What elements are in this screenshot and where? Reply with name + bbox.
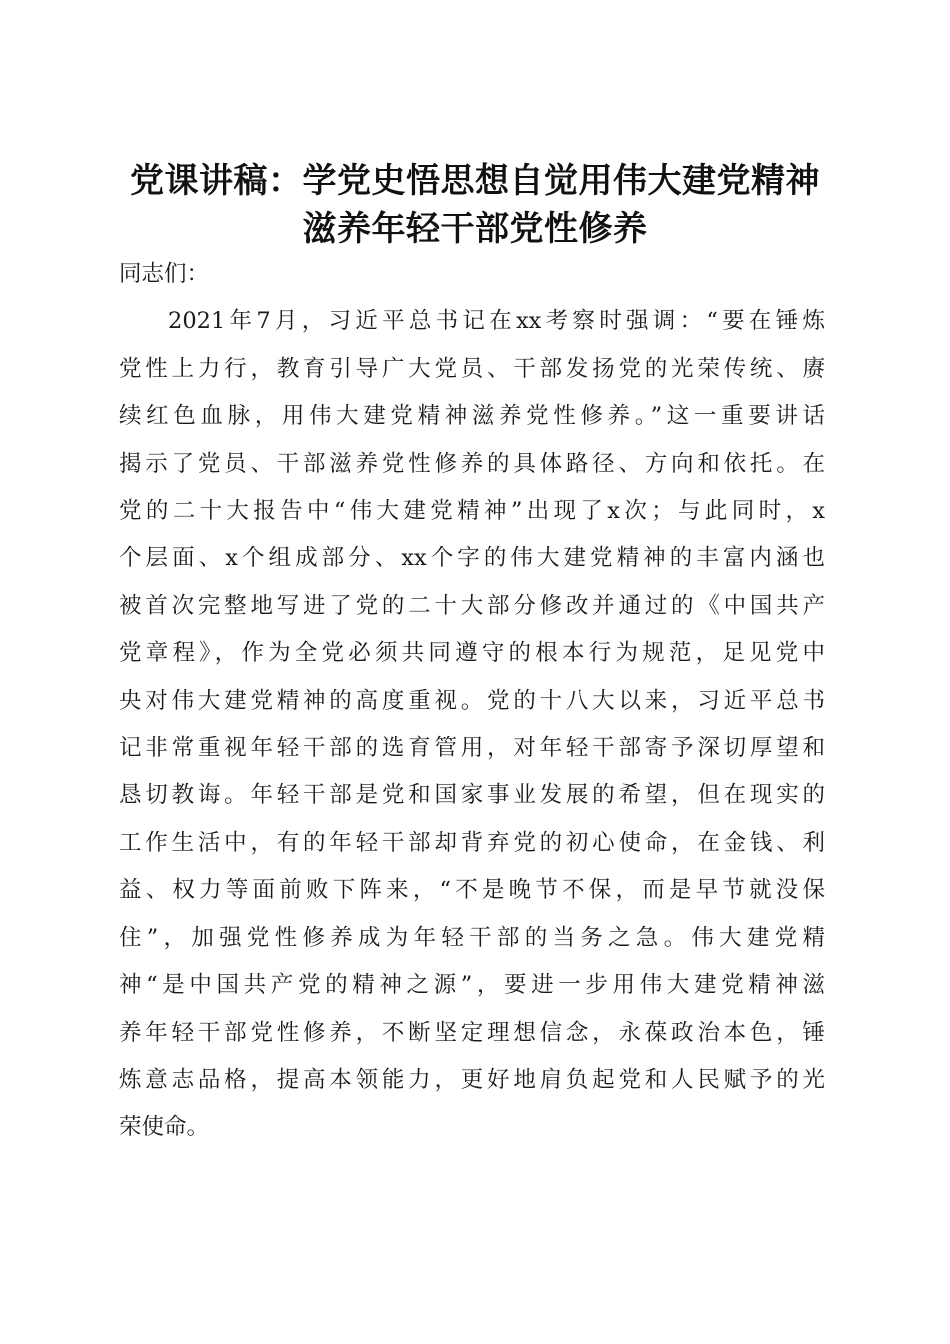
- paragraph-line: 党章程》，作为全党必须共同遵守的根本行为规范，足见党中: [119, 640, 825, 667]
- document-title: [100, 157, 850, 253]
- title-line-1: 党课讲稿：学党史悟思想自觉用伟大建党精神: [130, 160, 820, 201]
- paragraph-line: 养年轻干部党性修养，不断坚定理想信念，永葆政治本色，锤: [119, 1019, 825, 1046]
- paragraph-line: 荣使命。: [119, 1114, 210, 1141]
- paragraph-line: 工作生活中，有的年轻干部却背弃党的初心使命，在金钱、利: [119, 829, 825, 856]
- paragraph-line: 党的二十大报告中“伟大建党精神”出现了x次；与此同时，x: [119, 498, 825, 525]
- paragraph-line: 恳切教诲。年轻干部是党和国家事业发展的希望，但在现实的: [119, 782, 825, 809]
- paragraph-line: 住”，加强党性修养成为年轻干部的当务之急。伟大建党精: [119, 924, 825, 951]
- body-paragraph: [119, 298, 825, 1151]
- salutation: 同志们：: [119, 261, 210, 287]
- paragraph-line: 揭示了党员、干部滋养党性修养的具体路径、方向和依托。在: [119, 450, 825, 477]
- paragraph-line: 个层面、x个组成部分、xx个字的伟大建党精神的丰富内涵也: [119, 545, 825, 572]
- paragraph-line: 续红色血脉，用伟大建党精神滋养党性修养。”这一重要讲话: [119, 403, 825, 430]
- paragraph-line: 记非常重视年轻干部的选育管用，对年轻干部寄予深切厚望和: [119, 735, 825, 762]
- paragraph-line: 被首次完整地写进了党的二十大部分修改并通过的《中国共产: [119, 592, 825, 619]
- paragraph-line: 神“是中国共产党的精神之源”，要进一步用伟大建党精神滋: [119, 972, 825, 999]
- title-line-2: 滋养年轻干部党性修养: [302, 208, 648, 249]
- paragraph-line: 党性上力行，教育引导广大党员、干部发扬党的光荣传统、赓: [119, 355, 825, 382]
- paragraph-line: 2021年7月，习近平总书记在xx考察时强调：“要在锤炼: [168, 308, 825, 335]
- paragraph-line: 炼意志品格，提高本领能力，更好地肩负起党和人民赋予的光: [119, 1066, 825, 1093]
- document-body: [119, 251, 825, 1152]
- paragraph-line: 央对伟大建党精神的高度重视。党的十八大以来，习近平总书: [119, 687, 825, 714]
- paragraph-line: 益、权力等面前败下阵来，“不是晚节不保，而是早节就没保: [119, 877, 825, 904]
